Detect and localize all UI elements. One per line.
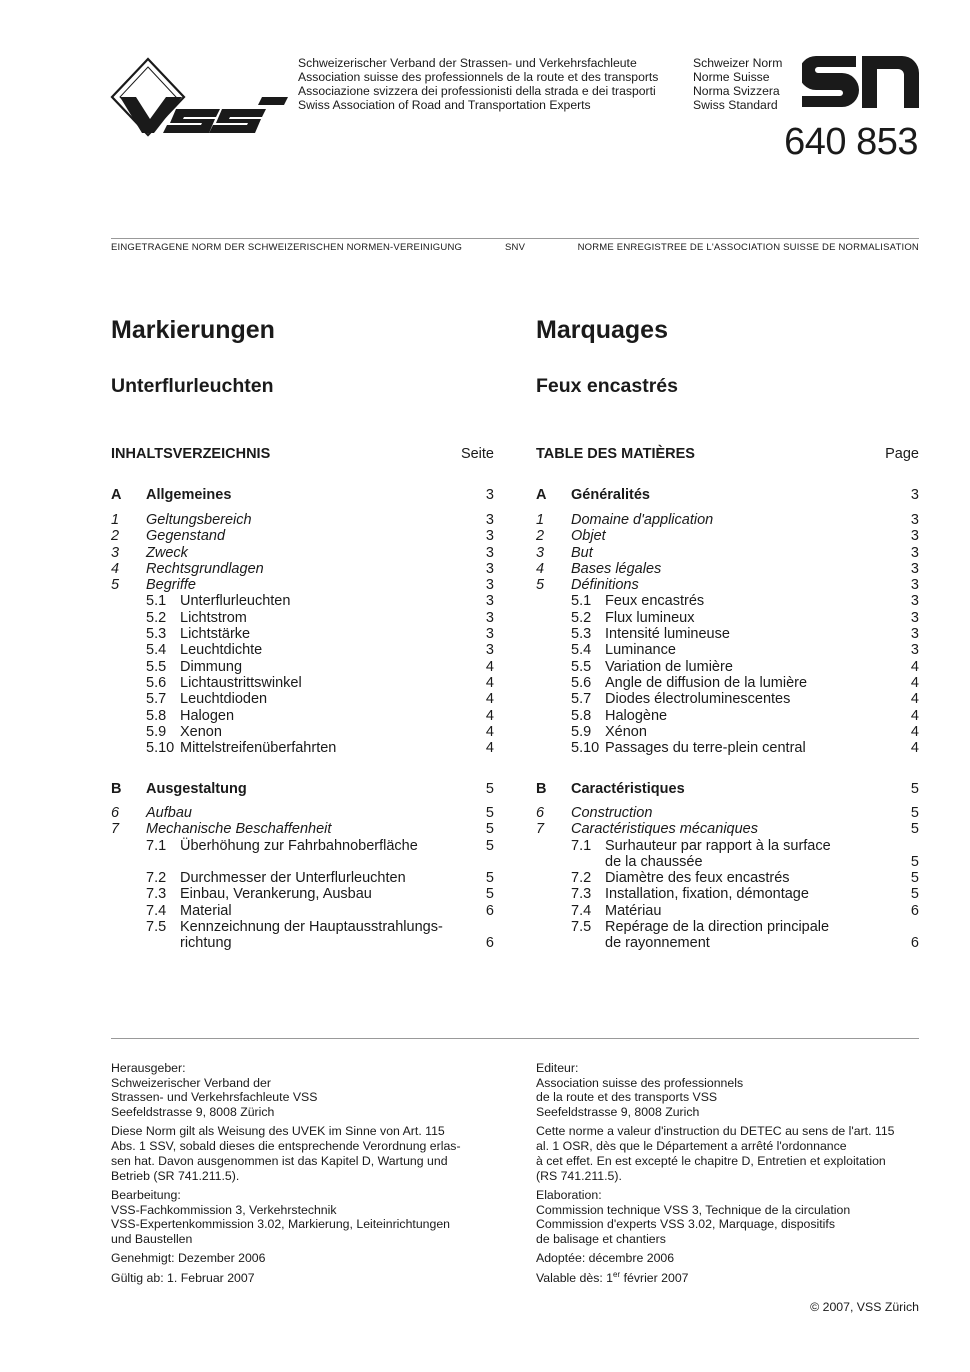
toc-entry-number: 5.9 <box>571 723 592 740</box>
toc-entry-page: 4 <box>485 723 494 740</box>
toc-entry-page: 3 <box>485 593 494 610</box>
toc-entry <box>111 691 494 707</box>
toc-entry-title: Mechanische Beschaffenheit <box>146 821 332 838</box>
toc-entry-page: 3 <box>910 577 919 594</box>
toc-entry-page: 3 <box>910 642 919 659</box>
toc-entry <box>536 805 919 821</box>
toc-entry-title: Leuchtdioden <box>180 691 268 708</box>
toc-entry-page: 3 <box>485 528 494 545</box>
toc-entry-number: B <box>536 781 547 797</box>
toc-entry-title: Ausgestaltung <box>146 781 247 797</box>
toc-entry-title: Lichtstrom <box>180 609 247 626</box>
toc-entry-number: 7.1 <box>571 837 592 854</box>
toc-entry-title: Xénon <box>605 723 647 740</box>
toc-entry <box>536 610 919 626</box>
toc-entry-page: 3 <box>910 544 919 561</box>
toc-entry-title: Geltungsbereich <box>146 512 252 528</box>
toc-entry-page: 5 <box>910 886 919 903</box>
toc-entry-number: 5.2 <box>146 609 167 626</box>
registration-de: EINGETRAGENE NORM DER SCHWEIZERISCHEN NORMEN-VEREINIGUNG <box>111 242 463 253</box>
toc-entry-title: Flux lumineux <box>605 609 695 626</box>
toc-entry <box>111 577 494 593</box>
toc-label-de: INHALTSVERZEICHNIS <box>111 446 271 462</box>
toc-entry-number: 5.2 <box>571 609 592 626</box>
footer-fr <box>536 1061 921 1290</box>
toc-entry-number: 5.7 <box>571 691 592 708</box>
toc-entry-title: Feux encastrés <box>605 593 705 610</box>
toc-entry-page: 5 <box>485 821 494 838</box>
toc-entry-title: Dimmung <box>180 658 243 675</box>
toc-entry-title: Définitions <box>571 577 639 594</box>
page-subtitle-fr: Feux encastrés <box>536 375 678 397</box>
toc-entry-title: Construction <box>571 805 653 821</box>
toc-entry-number: 4 <box>536 560 545 577</box>
toc-entry <box>111 512 494 528</box>
toc-entry-title: Xenon <box>180 723 222 740</box>
toc-part-a-fr <box>536 512 919 756</box>
toc-entry-title: Angle de diffusion de la lumière <box>605 674 808 691</box>
toc-entry-number: 1 <box>111 512 120 528</box>
norm-type-names <box>693 56 782 112</box>
toc-entry-number: 2 <box>536 528 545 545</box>
toc-entry-title: Rechtsgrundlagen <box>146 560 264 577</box>
toc-entry <box>536 838 919 854</box>
footer-de <box>111 1061 496 1290</box>
toc-entry-number: 3 <box>111 544 120 561</box>
toc-entry-number: 7.4 <box>571 902 592 919</box>
toc-entry <box>111 886 494 902</box>
footer-divider <box>111 1038 919 1039</box>
sn-logo <box>802 56 919 108</box>
toc-entry-title: Intensité lumineuse <box>605 626 730 643</box>
page-title-fr: Marquages <box>536 316 668 344</box>
elaboration-de: Bearbeitung: VSS-Fachkommission 3, Verkehrstechnik VSS-Expertenkommission 3.02, Markierung, Leiteinrichtungen und Baustellen <box>111 1187 451 1246</box>
toc-entry-page: 5 <box>910 821 919 838</box>
toc-entry <box>111 903 494 919</box>
toc-entry-page: 3 <box>910 593 919 610</box>
toc-entry-title: Bases légales <box>571 560 662 577</box>
toc-page-label-fr: Page <box>885 446 919 462</box>
toc-entry <box>536 821 919 837</box>
toc-entry <box>111 781 494 797</box>
valid-from-de: Gültig ab: 1. Februar 2007 <box>111 1270 255 1285</box>
norm-name-fr: Norme Suisse <box>693 70 770 84</box>
toc-entry-title: Variation de lumière <box>605 658 733 675</box>
toc-entry-title: richtung <box>180 935 232 952</box>
toc-entry-number: 5 <box>536 577 545 594</box>
norm-name-en: Swiss Standard <box>693 98 778 112</box>
toc-entry-page: 6 <box>910 935 919 952</box>
toc-entry-title: Einbau, Verankerung, Ausbau <box>180 886 372 903</box>
copyright: © 2007, VSS Zürich <box>810 1300 919 1314</box>
toc-entry-number: 3 <box>536 544 545 561</box>
toc-entry-number: 5.8 <box>571 707 592 724</box>
norm-name-de: Schweizer Norm <box>693 56 783 70</box>
toc-entry-number: 7.3 <box>146 886 167 903</box>
toc-entry-title: de la chaussée <box>605 853 703 870</box>
toc-entry-number: 5.6 <box>146 674 167 691</box>
toc-entry-title: Durchmesser der Unterflurleuchten <box>180 870 406 887</box>
org-line-it: Associazione svizzera dei professionisti della strada e dei trasporti <box>298 84 656 98</box>
toc-entry-page: 3 <box>485 560 494 577</box>
toc-entry-title: Généralités <box>571 487 650 503</box>
toc-entry-number: 5.9 <box>146 723 167 740</box>
toc-entry-page: 3 <box>910 512 919 528</box>
toc-entry-number: 2 <box>111 528 120 545</box>
toc-entry <box>536 691 919 707</box>
toc-entry-number: B <box>111 781 122 797</box>
toc-entry-title: de rayonnement <box>605 935 710 952</box>
toc-entry <box>536 487 919 503</box>
toc-entry <box>111 561 494 577</box>
org-line-fr: Association suisse des professionnels de la route et des transports <box>298 70 659 84</box>
toc-entry <box>536 561 919 577</box>
toc-entry-number: 7.2 <box>146 870 167 887</box>
toc-entry <box>536 903 919 919</box>
toc-entry-number: 7.5 <box>571 919 592 936</box>
toc-entry <box>111 642 494 658</box>
toc-entry-number: 7 <box>536 821 545 838</box>
toc-entry <box>111 919 494 935</box>
toc-entry-number: 5.10 <box>571 740 600 757</box>
toc-label-fr: TABLE DES MATIÈRES <box>536 446 695 462</box>
toc-entry <box>111 821 494 837</box>
toc-header-fr <box>536 446 919 462</box>
toc-entry-title: Diamètre des feux encastrés <box>605 870 790 887</box>
toc-entry-number: 7.4 <box>146 902 167 919</box>
toc-entry-page: 6 <box>910 902 919 919</box>
toc-entry <box>111 528 494 544</box>
toc-entry-title: Luminance <box>605 642 676 659</box>
toc-entry-page: 3 <box>485 512 494 528</box>
toc-part-a-de <box>111 512 494 756</box>
toc-entry-page: 3 <box>485 544 494 561</box>
toc-entry-title: Repérage de la direction principale <box>605 919 830 936</box>
toc-entry-title: Lichtstärke <box>180 626 251 643</box>
toc-entry-page: 5 <box>910 781 919 797</box>
toc-entry-title: Überhöhung zur Fahrbahnoberfläche <box>180 837 418 854</box>
toc-entry <box>111 487 494 503</box>
toc-entry-number: 5.6 <box>571 674 592 691</box>
toc-entry-title: Kennzeichnung der Hauptausstrahlungs- <box>180 919 443 936</box>
approved-de: Genehmigt: Dezember 2006 <box>111 1251 266 1266</box>
toc-entry-page: 4 <box>910 674 919 691</box>
toc-entry <box>536 593 919 609</box>
toc-entry <box>111 724 494 740</box>
toc-entry <box>536 675 919 691</box>
toc-entry <box>536 781 919 797</box>
toc-entry-title: Caractéristiques <box>571 781 685 797</box>
toc-entry-title: Begriffe <box>146 577 196 594</box>
vss-logo <box>110 57 290 139</box>
toc-entry <box>536 512 919 528</box>
norm-name-it: Norma Svizzera <box>693 84 780 98</box>
registration-fr: NORME ENREGISTREE DE L'ASSOCIATION SUISSE DE NORMALISATION <box>577 242 919 253</box>
toc-entry-number: 5.7 <box>146 691 167 708</box>
toc-entry-title: Installation, fixation, démontage <box>605 886 809 903</box>
toc-entry <box>536 528 919 544</box>
toc-entry <box>536 919 919 935</box>
toc-entry-title: Material <box>180 902 232 919</box>
toc-entry-number: 4 <box>111 560 120 577</box>
toc-entry <box>111 659 494 675</box>
toc-entry-title: Passages du terre-plein central <box>605 740 806 757</box>
org-line-en: Swiss Association of Road and Transportation Experts <box>298 98 591 112</box>
toc-entry-title: Zweck <box>146 544 188 561</box>
toc-entry <box>111 838 494 854</box>
publisher-fr: Editeur: Association suisse des professionnels de la route et des transports VSS Seefeldstrasse 9, 8008 Zurich <box>536 1061 744 1120</box>
legal-note-de: Diese Norm gilt als Weisung des UVEK im Sinne von Art. 115 Abs. 1 SSV, sobald dieses die entsprechende Verordnung erlas- sen hat. Davon ausgenommen ist das Kapitel D, Wartung und Betrieb (SR 741.211.5). <box>111 1124 461 1183</box>
toc-entry <box>536 642 919 658</box>
toc-entry <box>536 854 919 870</box>
toc-part-b-heading-de <box>111 781 494 797</box>
toc-entry-number: 5 <box>111 577 120 594</box>
toc-entry-page: 5 <box>485 837 494 854</box>
toc-part-a-heading-fr <box>536 487 919 503</box>
toc-entry-number: 7 <box>111 821 120 838</box>
toc-part-a-heading-de <box>111 487 494 503</box>
toc-entry-page: 3 <box>485 642 494 659</box>
organization-names <box>298 56 658 112</box>
toc-entry-number: 7.5 <box>146 919 167 936</box>
toc-entry-number: 5.5 <box>571 658 592 675</box>
toc-entry-title: Matériau <box>605 902 662 919</box>
toc-entry-page: 4 <box>485 658 494 675</box>
toc-entry-number: 5.4 <box>571 642 592 659</box>
toc-entry <box>536 626 919 642</box>
toc-entry <box>111 708 494 724</box>
toc-entry-page: 3 <box>910 487 919 503</box>
toc-entry-page: 4 <box>910 707 919 724</box>
toc-entry-number: 5.1 <box>571 593 592 610</box>
toc-entry-page: 3 <box>910 609 919 626</box>
toc-entry-number: 5.1 <box>146 593 167 610</box>
toc-entry <box>536 935 919 951</box>
toc-entry-number: A <box>536 487 547 503</box>
toc-part-b-de <box>111 805 494 952</box>
toc-entry-page: 4 <box>485 691 494 708</box>
valid-suffix-fr: février 2007 <box>620 1270 689 1285</box>
toc-entry-title: Caractéristiques mécaniques <box>571 821 758 838</box>
toc-entry-title: Unterflurleuchten <box>180 593 291 610</box>
toc-entry-page: 5 <box>910 870 919 887</box>
page-title-de: Markierungen <box>111 316 275 344</box>
toc-entry-page: 3 <box>910 528 919 545</box>
toc-entry-number: 5.5 <box>146 658 167 675</box>
toc-entry-number: 5.8 <box>146 707 167 724</box>
elaboration-fr: Elaboration: Commission technique VSS 3, Technique de la circulation Commission d'experts VSS 3.02, Marquage, dispositifs de balisage et chantiers <box>536 1187 851 1246</box>
toc-entry-title: Gegenstand <box>146 528 226 545</box>
toc-entry <box>111 854 494 870</box>
norm-number: 640 853 <box>784 121 918 163</box>
toc-entry <box>111 593 494 609</box>
toc-part-b-heading-fr <box>536 781 919 797</box>
toc-entry-number: 6 <box>536 805 545 821</box>
toc-entry-page: 4 <box>485 674 494 691</box>
toc-entry <box>536 577 919 593</box>
toc-entry-title: Domaine d'application <box>571 512 714 528</box>
toc-page-label-de: Seite <box>460 446 494 462</box>
toc-entry-page: 5 <box>485 886 494 903</box>
toc-entry-page: 5 <box>910 853 919 870</box>
toc-entry-page: 6 <box>485 902 494 919</box>
toc-entry-page: 5 <box>485 870 494 887</box>
toc-entry <box>111 805 494 821</box>
toc-entry-number: 5.10 <box>146 740 175 757</box>
toc-entry-number: 7.3 <box>571 886 592 903</box>
toc-entry-number: 6 <box>111 805 120 821</box>
toc-entry <box>536 740 919 756</box>
toc-entry <box>111 626 494 642</box>
toc-entry-page: 3 <box>485 609 494 626</box>
toc-entry <box>536 886 919 902</box>
toc-entry <box>111 545 494 561</box>
publisher-de: Herausgeber: Schweizerischer Verband der Strassen- und Verkehrsfachleute VSS Seefeldstrasse 9, 8008 Zürich <box>111 1061 318 1120</box>
toc-entry <box>536 870 919 886</box>
toc-entry-page: 3 <box>485 487 494 503</box>
toc-entry-title: But <box>571 544 593 561</box>
toc-entry <box>111 610 494 626</box>
approved-fr: Adoptée: décembre 2006 <box>536 1251 675 1266</box>
toc-entry-number: 5.3 <box>571 626 592 643</box>
divider <box>111 238 919 239</box>
toc-entry-page: 5 <box>485 781 494 797</box>
toc-entry-title: Objet <box>571 528 606 545</box>
toc-entry <box>536 724 919 740</box>
toc-entry-page: 4 <box>910 740 919 757</box>
toc-entry-number: 7.1 <box>146 837 167 854</box>
toc-entry-number: 7.2 <box>571 870 592 887</box>
toc-entry <box>111 870 494 886</box>
toc-part-b-fr <box>536 805 919 952</box>
valid-from-fr <box>536 1271 921 1286</box>
toc-entry-page: 6 <box>485 935 494 952</box>
toc-entry-number: 1 <box>536 512 545 528</box>
toc-entry <box>111 740 494 756</box>
toc-entry-page: 3 <box>485 626 494 643</box>
toc-entry-page: 4 <box>910 723 919 740</box>
toc-entry-title: Allgemeines <box>146 487 232 503</box>
toc-entry <box>536 545 919 561</box>
toc-entry-title: Halogène <box>605 707 668 724</box>
toc-entry-title: Leuchtdichte <box>180 642 263 659</box>
toc-entry-page: 4 <box>910 658 919 675</box>
toc-entry <box>111 675 494 691</box>
toc-entry <box>536 659 919 675</box>
toc-entry-page: 4 <box>485 707 494 724</box>
registration-snv: SNV <box>505 242 526 253</box>
page-subtitle-de: Unterflurleuchten <box>111 375 274 397</box>
valid-sup-fr: er <box>613 1269 621 1279</box>
toc-entry-page: 4 <box>910 691 919 708</box>
toc-entry-number: A <box>111 487 122 503</box>
toc-entry-page: 4 <box>485 740 494 757</box>
toc-entry-page: 3 <box>485 577 494 594</box>
toc-entry-title: Aufbau <box>146 805 192 821</box>
toc-entry-page: 5 <box>910 805 919 821</box>
toc-entry-title: Lichtaustrittswinkel <box>180 674 302 691</box>
toc-entry <box>111 935 494 951</box>
toc-entry-title: Surhauteur par rapport à la surface <box>605 837 831 854</box>
toc-entry-page: 3 <box>910 626 919 643</box>
toc-entry-title: Mittelstreifenüberfahrten <box>180 740 337 757</box>
toc-entry <box>536 708 919 724</box>
toc-entry-title: Diodes électroluminescentes <box>605 691 791 708</box>
valid-prefix-fr: Valable dès: 1 <box>536 1270 614 1285</box>
toc-header-de <box>111 446 494 462</box>
toc-entry-number: 5.4 <box>146 642 167 659</box>
toc-entry-page: 3 <box>910 560 919 577</box>
toc-entry-page: 5 <box>485 805 494 821</box>
toc-entry-title: Halogen <box>180 707 235 724</box>
org-line-de: Schweizerischer Verband der Strassen- und Verkehrsfachleute <box>298 56 637 70</box>
legal-note-fr: Cette norme a valeur d'instruction du DETEC au sens de l'art. 115 al. 1 OSR, dès que le Département a arrêté l'ordonnance à cet effet. En est excepté le chapitre D, Entretien et exploitation (RS 741.211.5). <box>536 1124 895 1183</box>
toc-entry-number: 5.3 <box>146 626 167 643</box>
